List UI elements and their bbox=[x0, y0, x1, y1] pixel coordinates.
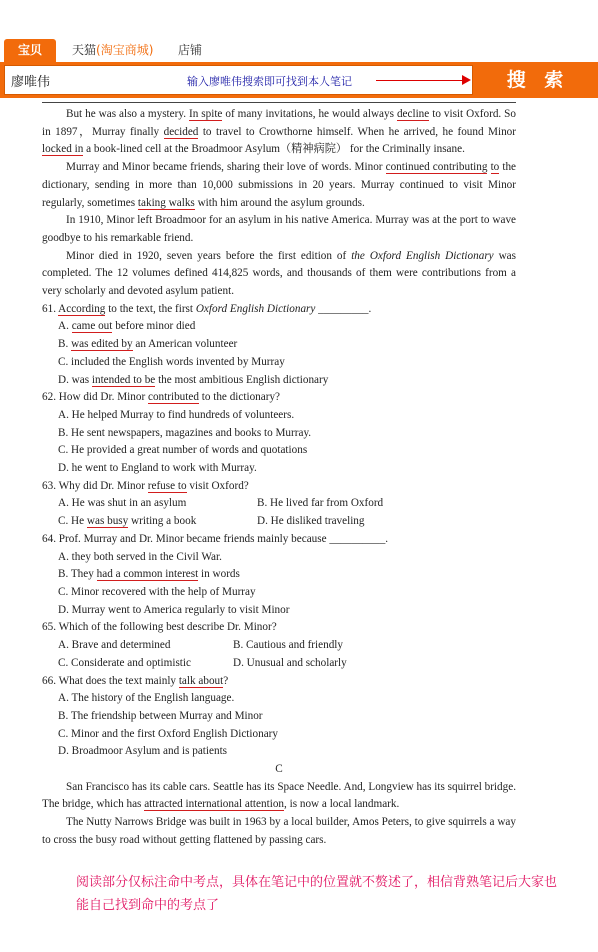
answer-option: B. They had a common interest in words bbox=[58, 568, 240, 581]
question-stem: 66. What does the text mainly talk about? bbox=[42, 674, 229, 687]
passage-paragraph: San Francisco has its cable cars. Seattle has its Space Needle. And, Longview has its squirrel bridge. The bridge, which has attracted international attention, is now a local landmark. bbox=[42, 780, 516, 811]
answer-option: C. Minor recovered with the help of Murray bbox=[58, 585, 256, 598]
underlined-phrase: to bbox=[490, 161, 500, 174]
search-tabs bbox=[0, 39, 598, 62]
underlined-phrase: taking walks bbox=[137, 196, 195, 209]
underlined-phrase: continued contributing bbox=[385, 161, 488, 174]
divider bbox=[42, 102, 516, 103]
passage-paragraph: In 1910, Minor left Broadmoor for an asylum in his native America. Murray was at the port to wave goodbye to his remarkable friend. bbox=[42, 214, 516, 244]
question-stem: 61. According to the text, the first Oxford English Dictionary _________. bbox=[42, 302, 372, 315]
answer-option: B. Cautious and friendly bbox=[233, 639, 343, 652]
answer-option: C. included the English words invented by Murray bbox=[58, 355, 285, 368]
answer-option-row bbox=[42, 637, 516, 655]
answer-option-row bbox=[42, 655, 516, 673]
answer-option: C. He provided a great number of words and quotations bbox=[58, 444, 308, 457]
tab-shop[interactable]: 店铺 bbox=[178, 43, 203, 57]
passage-paragraph: Murray and Minor became friends, sharing their love of words. Minor continued contributing to the dictionary, sending in more than 10,000 submissions in 20 years. Murray continued to visit Minor regularly, sometimes taking walks with him around the asylum grounds. bbox=[42, 161, 517, 209]
answer-option: D. Unusual and scholarly bbox=[233, 656, 347, 669]
answer-option: C. He was busy writing a book bbox=[58, 515, 197, 528]
question-stem: 65. Which of the following best describe Dr. Minor? bbox=[42, 621, 277, 634]
underlined-phrase: In spite bbox=[188, 108, 223, 120]
answer-option: D. was intended to be the most ambitious English dictionary bbox=[58, 373, 329, 386]
question-stem: 64. Prof. Murray and Dr. Minor became friends mainly because __________. bbox=[42, 532, 389, 545]
underlined-phrase: refuse to bbox=[147, 479, 187, 492]
search-input[interactable] bbox=[4, 65, 473, 95]
passage-paragraph: Minor died in 1920, seven years before the first edition of the Oxford English Dictionary was completed. The 12 volumes defined 414,825 words, and thousands of them were contributions from a very scholarly and devoted asylum patient. bbox=[42, 249, 516, 298]
underlined-phrase: intended to be bbox=[91, 373, 156, 386]
question-stem: 63. Why did Dr. Minor refuse to visit Oxford? bbox=[42, 479, 249, 492]
underlined-phrase: decided bbox=[163, 125, 199, 138]
answer-option: A. they both served in the Civil War. bbox=[58, 550, 222, 563]
passage-paragraph: The Nutty Narrows Bridge was built in 1963 by a local builder, Amos Peters, to give squirrels a way to cross the busy road without getting flattened by passing cars. bbox=[42, 816, 516, 846]
underlined-phrase: came out bbox=[71, 320, 113, 333]
answer-option: A. Brave and determined bbox=[58, 639, 171, 652]
answer-option: A. The history of the English language. bbox=[58, 692, 235, 705]
answer-option: C. Minor and the first Oxford English Dictionary bbox=[58, 727, 278, 740]
answer-option: A. came out before minor died bbox=[58, 320, 196, 333]
answer-option: C. Considerate and optimistic bbox=[58, 656, 191, 669]
section-heading: C bbox=[275, 763, 283, 776]
arrow-icon bbox=[376, 80, 464, 81]
document-body bbox=[42, 106, 516, 850]
underlined-phrase: talk about bbox=[178, 674, 224, 687]
underlined-phrase: had a common interest bbox=[96, 568, 199, 581]
answer-option: B. was edited by an American volunteer bbox=[58, 338, 238, 351]
underlined-phrase: contributed bbox=[147, 391, 199, 404]
underlined-phrase: attracted international attention bbox=[144, 798, 285, 811]
underlined-phrase: was edited by bbox=[71, 338, 133, 351]
tab-tmall[interactable]: 天猫(淘宝商城) bbox=[72, 43, 154, 57]
answer-option: A. He was shut in an asylum bbox=[58, 497, 187, 510]
answer-option-row bbox=[42, 495, 516, 513]
answer-option: B. The friendship between Murray and Minor bbox=[58, 709, 263, 722]
underlined-phrase: According bbox=[58, 302, 106, 315]
underlined-phrase: decline bbox=[396, 108, 430, 120]
answer-option: B. He sent newspapers, magazines and books to Murray. bbox=[58, 426, 312, 439]
search-value: 廖唯伟 bbox=[11, 75, 51, 90]
answer-option: D. Murray went to America regularly to visit Minor bbox=[58, 603, 290, 616]
answer-option: D. He disliked traveling bbox=[257, 515, 365, 528]
answer-option: D. Broadmoor Asylum and is patients bbox=[58, 745, 228, 758]
tab-baobei[interactable]: 宝贝 bbox=[4, 39, 56, 62]
question-stem: 62. How did Dr. Minor contributed to the dictionary? bbox=[42, 391, 281, 404]
answer-option: D. he went to England to work with Murray. bbox=[58, 462, 257, 475]
search-hint: 输入廖唯伟搜索即可找到本人笔记 bbox=[187, 75, 352, 88]
annotation-note: 阅读部分仅标注命中考点，具体在笔记中的位置就不赘述了，相信背熟笔记后大家也能自己找到命中的考点了 bbox=[76, 875, 558, 913]
search-button[interactable]: 搜 索 bbox=[506, 69, 570, 91]
underlined-phrase: was busy bbox=[86, 515, 129, 528]
passage-paragraph: But he was also a mystery. In spite of many invitations, he would always decline to visit Oxford. So in 1897，Murray finally decided to travel to Crowthorne himself. When he arrived, he found Minor locked in a book-lined cell at the Broadmoor Asylum（精神病院） for the Criminally insane. bbox=[42, 108, 516, 156]
underlined-phrase: locked in bbox=[42, 143, 84, 156]
arrow-head-icon bbox=[462, 75, 471, 85]
search-bar bbox=[0, 62, 598, 98]
answer-option: B. He lived far from Oxford bbox=[257, 497, 384, 510]
answer-option-row bbox=[42, 513, 516, 531]
answer-option: A. He helped Murray to find hundreds of volunteers. bbox=[58, 408, 295, 421]
